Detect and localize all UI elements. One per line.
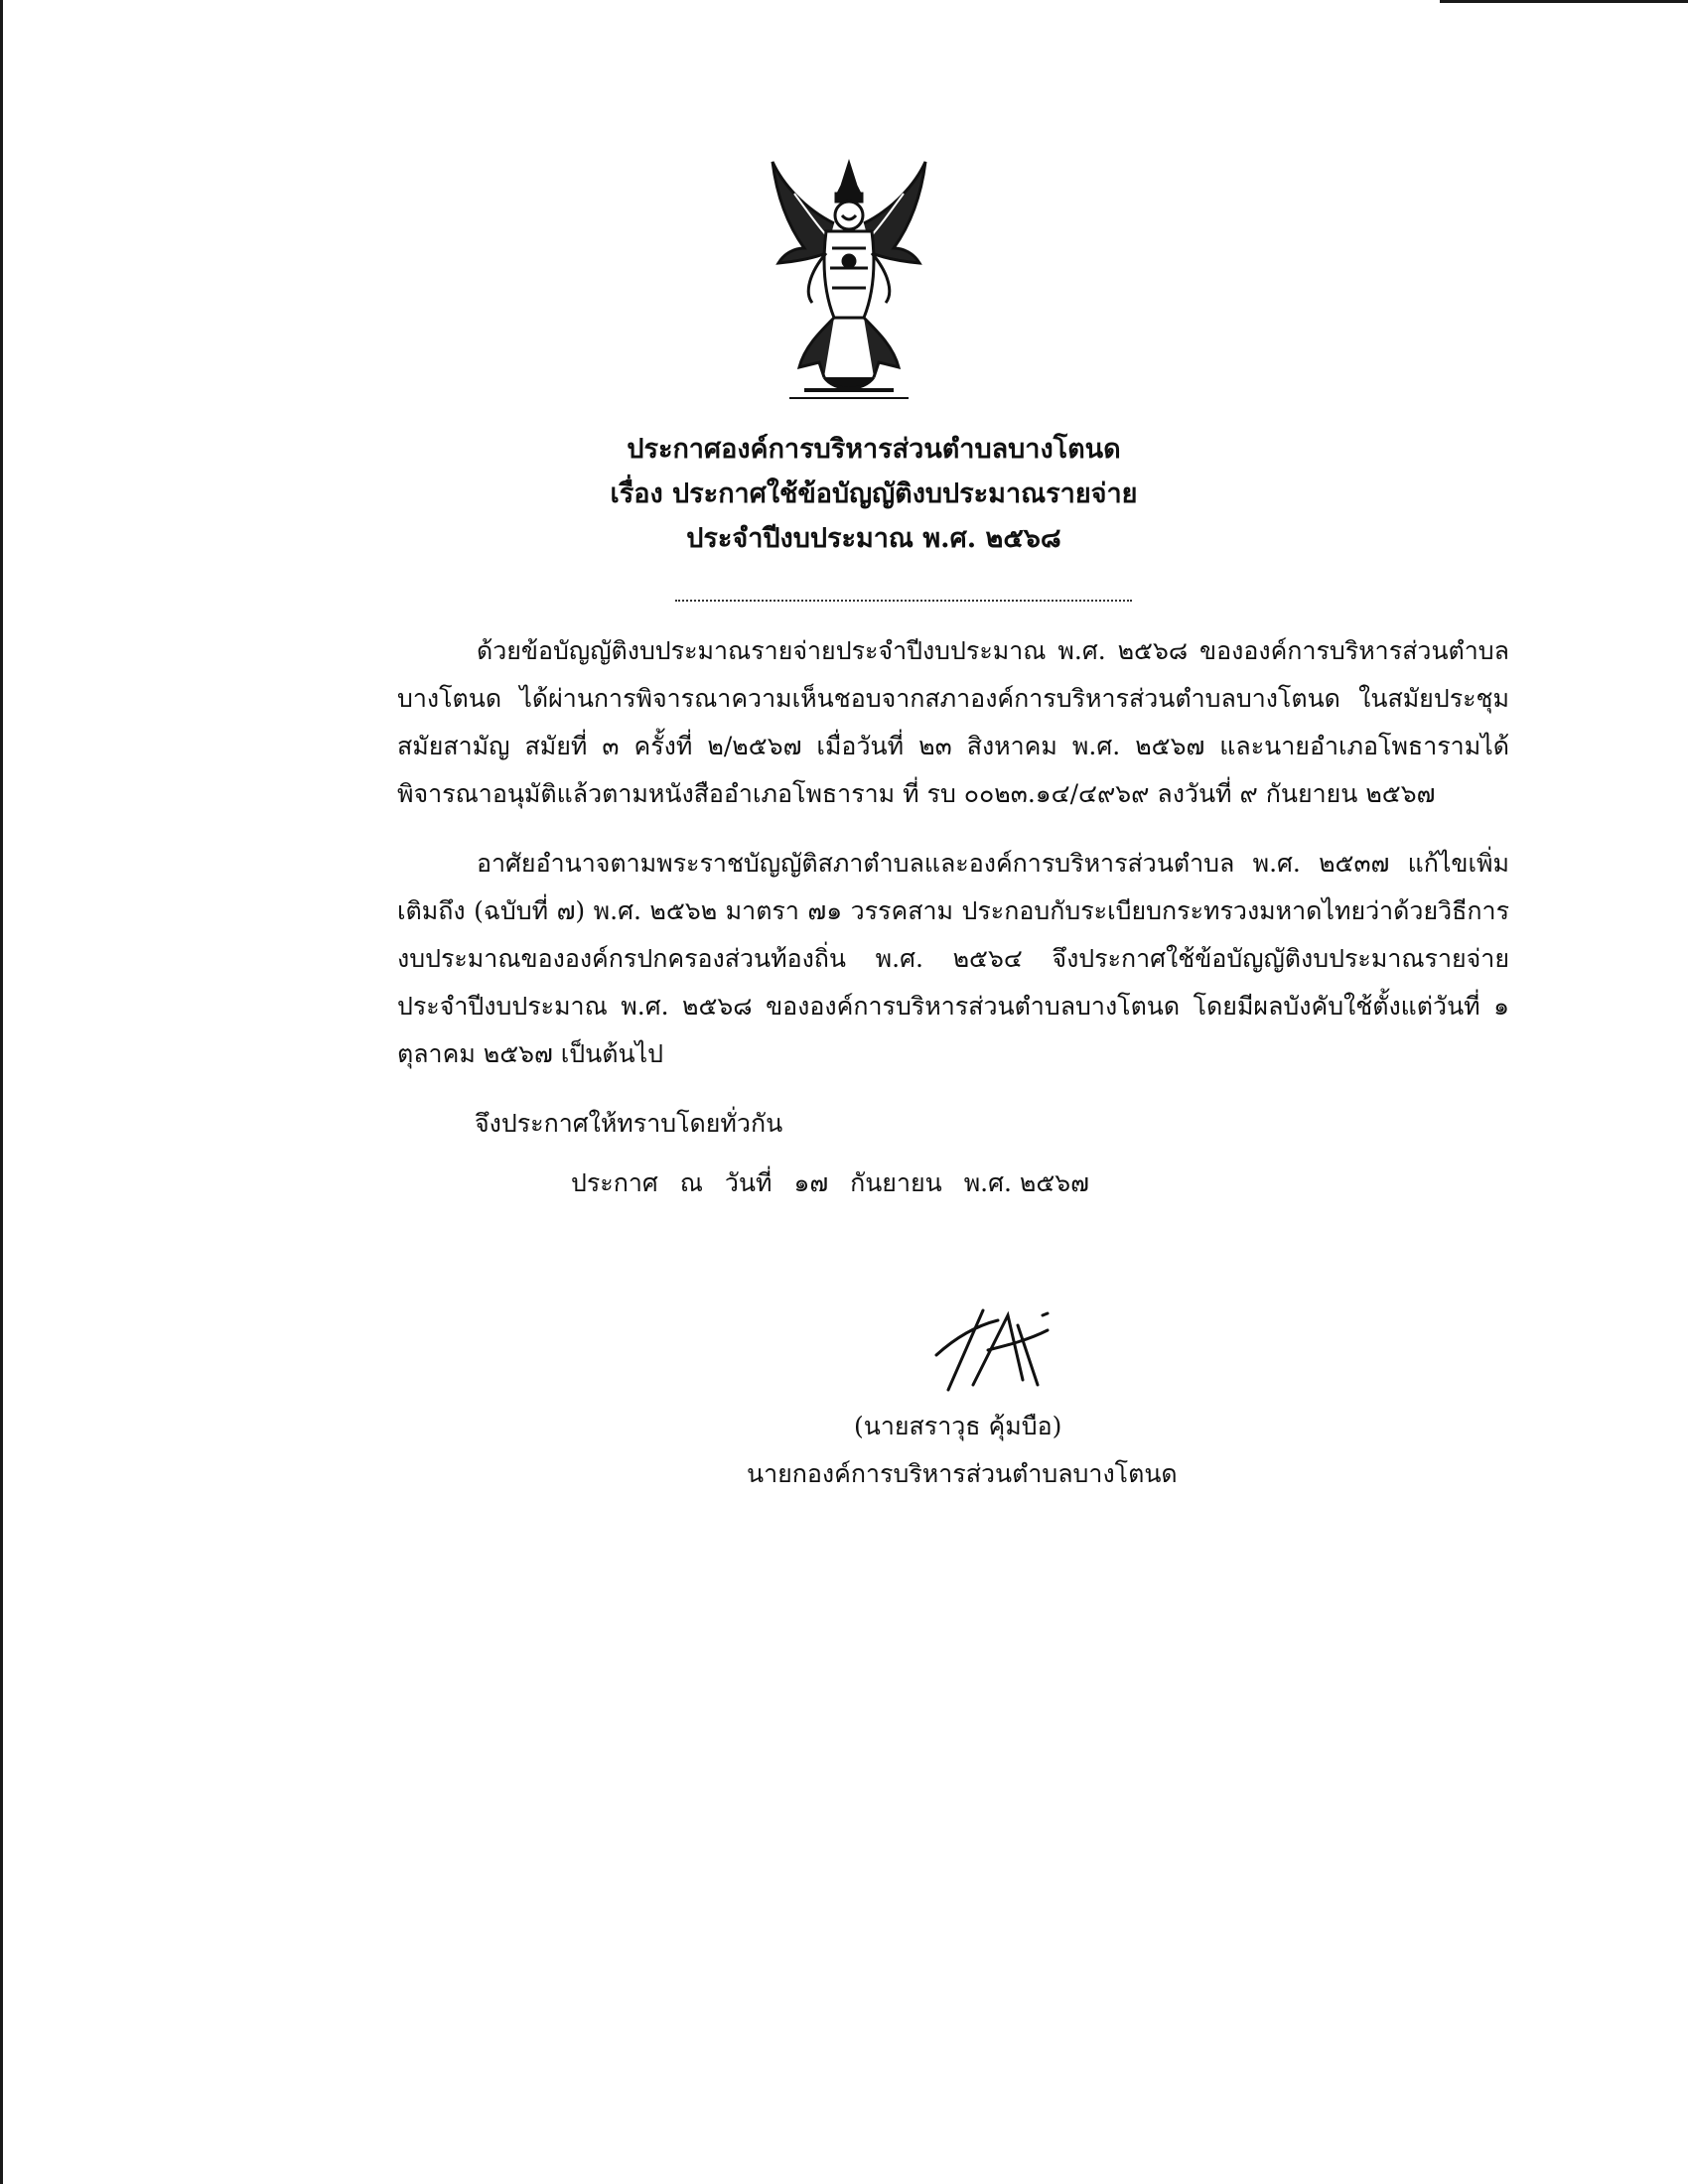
handwritten-signature (928, 1296, 1067, 1405)
scan-top-mark (1440, 0, 1688, 3)
title-line-2: เรื่อง ประกาศใช้ข้อบัญญัติงบประมาณรายจ่าย (610, 478, 1138, 509)
date-at: ณ (679, 1168, 703, 1197)
title-line-3: ประจำปีงบประมาณ พ.ศ. ๒๕๖๘ (686, 523, 1061, 554)
date-day-label: วันที่ (724, 1168, 773, 1197)
date-prefix: ประกาศ (571, 1168, 658, 1197)
date-month: กันยายน (850, 1168, 942, 1197)
closing-line: จึงประกาศให้ทราบโดยทั่วกัน (475, 1109, 783, 1138)
date-day: ๑๗ (793, 1168, 829, 1197)
announcement-title (556, 427, 1192, 561)
signatory-name: (นายสราวุธ คุ้มบือ) (854, 1412, 1062, 1440)
scan-left-edge (0, 0, 3, 2184)
date-year: พ.ศ. ๒๕๖๗ (963, 1168, 1089, 1197)
paragraph-1: ด้วยข้อบัญญัติงบประมาณรายจ่ายประจำปีงบประมาณ พ.ศ. ๒๕๖๘ ขององค์การบริหารส่วนตำบลบางโตนด ได้ผ่านการพิจารณาความเห็นชอบจากสภาองค์การบริหารส่วนตำบลบางโตนด ในสมัยประชุมสมัยสามัญ สมัยที่ ๓ ครั้งที่ ๒/๒๕๖๗ เมื่อวันที่ ๒๓ สิงหาคม พ.ศ. ๒๕๖๗ และนายอำเภอโพธารามได้พิจารณาอนุมัติแล้วตามหนังสืออำเภอโพธาราม ที่ รบ ๐๐๒๓.๑๔/๔๙๖๙ ลงวันที่ ๙ กันยายน ๒๕๖๗ (397, 636, 1509, 808)
signatory-title: นายกองค์การบริหารส่วนตำบลบางโตนด (747, 1459, 1178, 1488)
announcement-body (397, 627, 1509, 1100)
dotted-divider (675, 600, 1132, 602)
paragraph-2: อาศัยอำนาจตามพระราชบัญญัติสภาตำบลและองค์การบริหารส่วนตำบล พ.ศ. ๒๕๓๗ แก้ไขเพิ่มเติมถึง (ฉบับที่ ๗) พ.ศ. ๒๕๖๒ มาตรา ๗๑ วรรคสาม ประกอบกับระเบียบกระทรวงมหาดไทยว่าด้วยวิธีการงบประมาณขององค์กรปกครองส่วนท้องถิ่น พ.ศ. ๒๕๖๔ จึงประกาศใช้ข้อบัญญัติงบประมาณรายจ่าย ประจำปีงบประมาณ พ.ศ. ๒๕๖๘ ขององค์การบริหารส่วนตำบลบางโตนด โดยมีผลบังคับใช้ตั้งแต่วันที่ ๑ ตุลาคม ๒๕๖๗ เป็นต้นไป (397, 849, 1509, 1068)
title-line-1: ประกาศองค์การบริหารส่วนตำบลบางโตนด (627, 434, 1121, 465)
garuda-emblem-icon (765, 154, 933, 407)
date-line (571, 1161, 1103, 1205)
